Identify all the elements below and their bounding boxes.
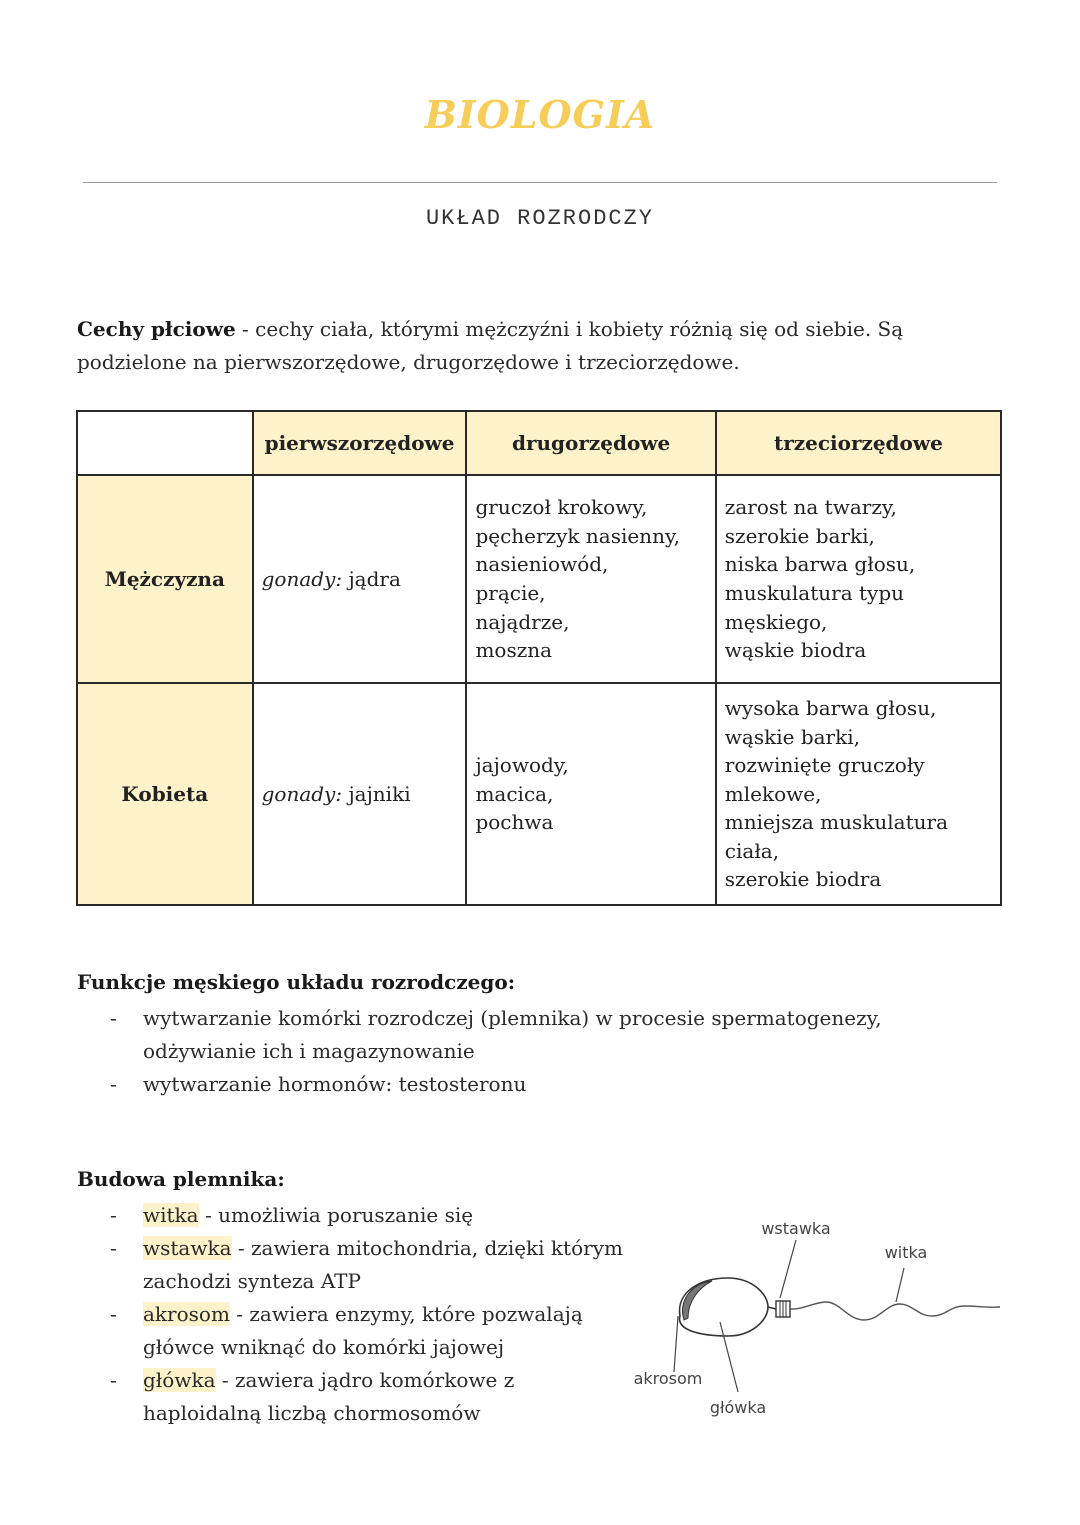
column-header-tertiary: trzeciorzędowe (716, 411, 1001, 475)
term-glowka: główka (143, 1368, 216, 1392)
male-tertiary-item: muskulatura typu (724, 581, 905, 605)
male-tertiary-cell (716, 475, 1001, 683)
list-item (77, 1298, 637, 1364)
desc-wstawka: - zawiera mitochondria, dzięki którym zachodzi synteza ATP (143, 1236, 623, 1293)
male-tertiary-item: męskiego, (724, 609, 828, 634)
page-title: BIOLOGIA (424, 92, 656, 137)
table-row-male (77, 475, 1001, 683)
sperm-parts-list (77, 1199, 637, 1430)
female-secondary-cell (466, 683, 715, 905)
desc-akrosom: - zawiera enzymy, które pozwalają główce wniknąć do komórki jajowej (143, 1302, 583, 1359)
female-tertiary-item: wąskie barki, (724, 724, 860, 749)
page-subtitle: UKŁAD ROZRODCZY (425, 206, 655, 231)
leader-akrosom (674, 1316, 678, 1372)
leader-glowka (720, 1322, 738, 1392)
table-row-female (77, 683, 1001, 905)
label-glowka: główka (709, 1398, 767, 1417)
sperm-neck (768, 1307, 776, 1309)
male-secondary-item: najądrze, (475, 609, 570, 634)
table-header-row (77, 411, 1001, 475)
horizontal-divider (83, 182, 997, 183)
female-tertiary-item: mlekowe, (724, 781, 822, 806)
male-tertiary-item: wąskie biodra (724, 638, 867, 663)
label-witka: witka (884, 1243, 928, 1262)
male-tertiary-item: szerokie barki, (724, 523, 875, 548)
term-witka: witka (143, 1203, 199, 1227)
label-wstawka: wstawka (761, 1219, 831, 1238)
female-tertiary-item: rozwinięte gruczoły (724, 753, 925, 778)
male-primary-prefix: gonady: (261, 566, 343, 591)
sperm-head-shape (680, 1278, 768, 1336)
leader-witka (896, 1268, 904, 1302)
male-secondary-item: pęcherzyk nasienny, (475, 523, 680, 548)
sperm-heading: Budowa plemnika: (77, 1167, 285, 1191)
list-item (77, 1199, 637, 1232)
male-secondary-cell (466, 475, 715, 683)
female-tertiary-item: wysoka barwa głosu, (724, 695, 937, 720)
row-header-male: Mężczyzna (77, 475, 253, 683)
female-primary-prefix: gonady: (261, 781, 343, 806)
male-secondary-item: gruczoł krokowy, (475, 495, 648, 520)
row-header-female: Kobieta (77, 683, 253, 905)
intro-text: - cechy ciała, którymi mężczyźni i kobiety różnią się od siebie. Są podzielone na pierwszorzędowe, drugorzędowe i trzeciorzędowe. (77, 317, 904, 374)
female-tertiary-item: szerokie biodra (724, 867, 882, 892)
intro-paragraph (77, 313, 997, 379)
female-primary-cell (253, 683, 467, 905)
male-secondary-item: prącie, (475, 581, 546, 605)
male-tertiary-item: zarost na twarzy, (724, 495, 897, 520)
female-primary-value: jajniki (342, 781, 411, 806)
male-secondary-item: moszna (475, 638, 553, 663)
female-secondary-item: macica, (475, 781, 554, 806)
female-secondary-item: pochwa (475, 810, 554, 835)
leader-wstawka (780, 1240, 796, 1298)
term-wstawka: wstawka (143, 1236, 232, 1260)
female-tertiary-item: ciała, (724, 838, 780, 863)
male-tertiary-item: niska barwa głosu, (724, 552, 916, 577)
sperm-tail (790, 1302, 1000, 1320)
table-corner-cell (77, 411, 253, 475)
female-secondary-item: jajowody, (475, 753, 569, 778)
list-item: - wytwarzanie hormonów: testosteronu (77, 1068, 997, 1101)
term-akrosom: akrosom (143, 1302, 230, 1326)
column-header-primary: pierwszorzędowe (253, 411, 467, 475)
female-tertiary-cell (716, 683, 1001, 905)
intro-term: Cechy płciowe (77, 317, 236, 341)
male-primary-value: jądra (342, 566, 401, 591)
label-akrosom: akrosom (633, 1369, 703, 1388)
list-item (77, 1232, 637, 1298)
functions-list (77, 1002, 997, 1101)
list-item (77, 1364, 637, 1430)
desc-witka: - umożliwia poruszanie się (198, 1203, 474, 1227)
sex-traits-table (76, 410, 1002, 906)
male-primary-cell (253, 475, 467, 683)
acrosome-cap (682, 1281, 712, 1320)
list-item: - wytwarzanie komórki rozrodczej (plemnika) w procesie spermatogenezy, odżywianie ich i magazynowanie (77, 1002, 997, 1068)
female-tertiary-item: mniejsza muskulatura (724, 810, 948, 835)
sperm-diagram (628, 1212, 1008, 1422)
male-secondary-item: nasieniowód, (475, 552, 609, 577)
column-header-secondary: drugorzędowe (466, 411, 715, 475)
desc-glowka: - zawiera jądro komórkowe z haploidalną liczbą chormosomów (143, 1368, 515, 1425)
functions-heading: Funkcje męskiego układu rozrodczego: (77, 970, 516, 994)
